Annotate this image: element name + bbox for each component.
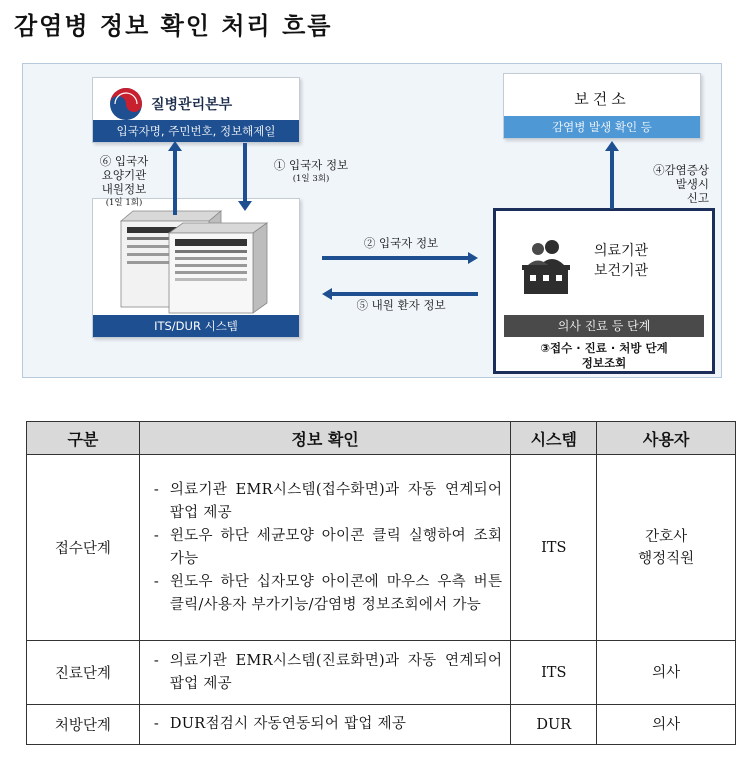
row-user-line1: 간호사 [645,528,688,545]
header-category: 구분 [27,422,140,455]
row-stage: 진료단계 [27,641,140,705]
info-item: - 의료기관 EMR시스템(진료화면)과 자동 연계되어 팝업 제공 [148,650,502,696]
server-icon [93,199,299,315]
row-user [597,455,736,641]
arrow1-label [255,158,367,186]
info-item: - DUR점검시 자동연동되어 팝업 제공 [148,713,502,736]
arrow-up-4 [605,141,619,209]
health-center-name: 보건소 [574,90,630,108]
arrow6-line1: ⑥ 입국자 [99,154,149,168]
header-info: 정보 확인 [139,422,510,455]
hospital-line1: 의료기관 [594,243,649,259]
arrow-down-1 [238,143,252,211]
arrow6-line2: 요양기관 [101,168,147,182]
row-stage: 접수단계 [27,455,140,641]
table-row [27,705,736,745]
info-item: - 윈도우 하단 세균모양 아이콘 클릭 실행하여 조회 가능 [148,525,502,571]
hospital-box [493,208,715,374]
page-title: 감염병 정보 확인 처리 흐름 [14,11,333,40]
arrow1-main: ① 입국자 정보 [273,158,349,172]
row-system: DUR [511,705,597,745]
its-dur-box [92,198,300,338]
row-user: 의사 [597,641,736,705]
kdca-band: 입국자명, 주민번호, 정보해제일 [93,120,299,142]
kdca-box [92,77,300,143]
row-system: ITS [511,641,597,705]
arrow2-label: ② 입국자 정보 [363,236,439,250]
table-row [27,455,736,641]
hospital-label [594,241,648,281]
flow-diagram [22,63,722,378]
info-table [26,421,736,745]
arrow4-line1: ④감염증상 [653,163,709,177]
hospital-caption-line1: ③접수 · 진료 · 처방 단계 [540,341,668,355]
arrow6-sub: (1일 1회) [105,198,143,208]
row-stage: 처방단계 [27,705,140,745]
hospital-line2: 보건기관 [594,263,649,279]
health-center-box [503,73,701,139]
its-dur-band: ITS/DUR 시스템 [93,315,299,337]
row-info [139,455,510,641]
arrow1-sub: (1일 3회) [292,174,330,184]
table-header-row [27,422,736,455]
header-system: 시스템 [511,422,597,455]
row-user: 의사 [597,705,736,745]
arrow5-label: ⑤ 내원 환자 정보 [356,298,446,312]
row-info [139,705,510,745]
doctor-desk-icon [516,237,576,297]
hospital-band: 의사 진료 등 단계 [504,315,704,337]
arrow6-line3: 내원정보 [101,182,147,196]
government-emblem-icon [109,87,143,121]
info-item: - 윈도우 하단 십자모양 아이콘에 마우스 우측 버튼 클릭/사용자 부가기능/감염병 정보조회에서 가능 [148,571,502,617]
row-system: ITS [511,455,597,641]
arrow4-label [619,163,709,205]
arrow-right-2 [322,252,478,264]
arrow4-line2: 발생시 [675,177,709,191]
arrow6-label [80,154,168,210]
hospital-caption [496,341,712,371]
table-row [27,641,736,705]
arrow4-line3: 신고 [686,191,709,205]
row-user-line2: 행정직원 [638,550,695,567]
row-info [139,641,510,705]
health-center-band: 감염병 발생 확인 등 [504,116,700,138]
kdca-name: 질병관리본부 [151,97,233,113]
header-user: 사용자 [597,422,736,455]
arrow-up-6 [168,141,182,215]
info-item: - 의료기관 EMR시스템(접수화면)과 자동 연계되어 팝업 제공 [148,479,502,525]
hospital-caption-line2: 정보조회 [581,356,627,370]
